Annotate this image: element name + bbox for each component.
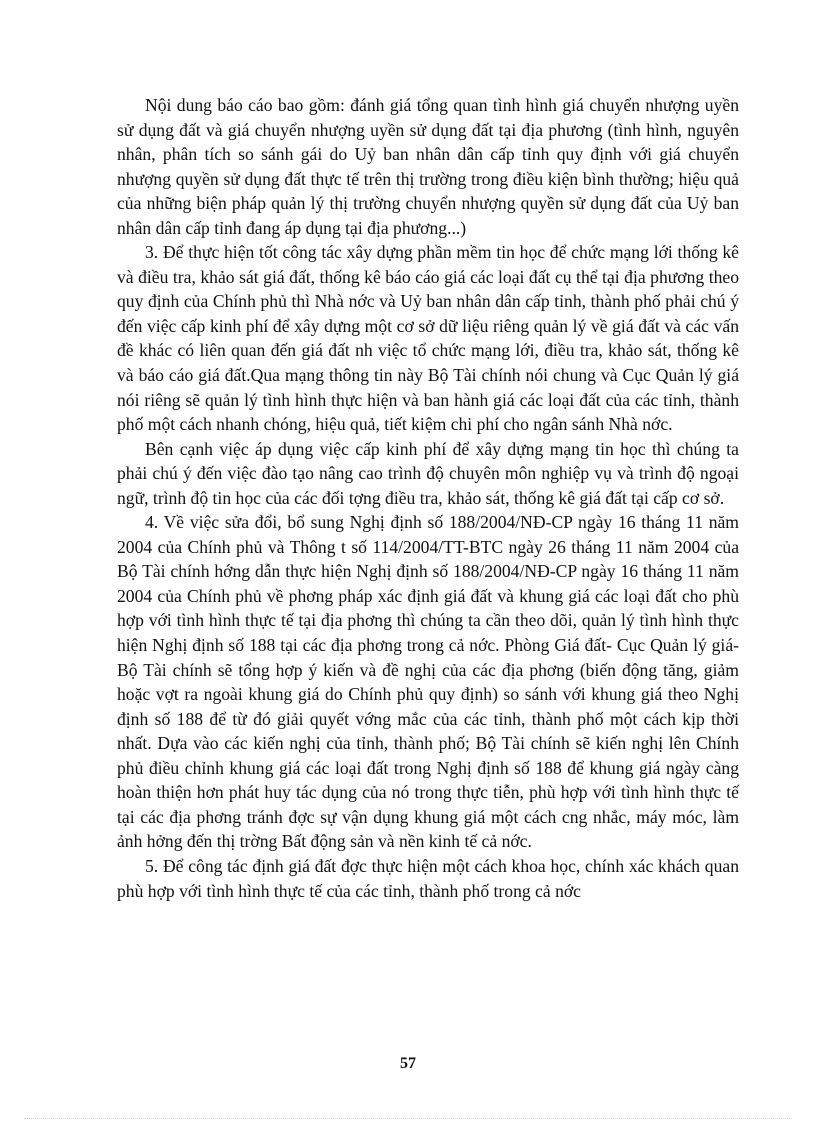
body-text (117, 93, 739, 903)
paragraph-item-4: 4. Về việc sửa đổi, bổ sung Nghị định số 188/2004/NĐ-CP ngày 16 tháng 11 năm 2004 của Chính phủ và Thông t số 114/2004/TT-BTC ngày 26 tháng 11 năm 2004 của Bộ Tài chính hớng dẫn thực hiện Nghị định số 188/2004/NĐ-CP ngày 16 tháng 11 năm 2004 của Chính phủ về phơng pháp xác định giá đất và khung giá các loại đất cho phù hợp với tình hình thực tế tại địa phơng thì chúng ta cần theo dõi, quản lý tình hình thực hiện Nghị định số 188 tại các địa phơng trong cả nớc. Phòng Giá đất- Cục Quản lý giá- Bộ Tài chính sẽ tổng hợp ý kiến và đề nghị của các địa phơng (biến động tăng, giảm hoặc vợt ra ngoài khung giá do Chính phủ quy định) so sánh với khung giá theo Nghị định số 188 để từ đó giải quyết vớng mắc của các tỉnh, thành phố một cách kịp thời nhất. Dựa vào các kiến nghị của tỉnh, thành phố; Bộ Tài chính sẽ kiến nghị lên Chính phủ điều chỉnh khung giá các loại đất trong Nghị định số 188 để khung giá ngày càng hoàn thiện hơn phát huy tác dụng của nó trong thực tiễn, phù hợp với tình hình thực tế tại các địa phơng tránh đợc sự vận dụng khung giá một cách cng nhắc, máy móc, làm ảnh hởng đến thị trờng Bất động sản và nền kinh tế cả nớc. (117, 512, 739, 852)
paragraph-training: Bên cạnh việc áp dụng việc cấp kinh phí để xây dựng mạng tin học thì chúng ta phải chú ý đến việc đào tạo nâng cao trình độ chuyên môn nghiệp vụ và trình độ ngoại ngữ, trình độ tin học của các đối tợng điều tra, khảo sát, thống kê giá đất tại cấp cơ sở. (117, 438, 739, 508)
paragraph-report-content: Nội dung báo cáo bao gồm: đánh giá tổng quan tình hình giá chuyển nhượng uyền sử dụng đất và giá chuyển nhượng uyền sử dụng đất tại địa phương (tình hình, nguyên nhân, phân tích so sánh gái do Uỷ ban nhân dân cấp tỉnh quy định với giá chuyển nhượng quyền sử dụng đất thực tế trên thị trường trong điều kiện bình thường; hiệu quả của những biện pháp quản lý thị trường chuyển nhượng quyền sử dụng đất của Uỷ ban nhân dân cấp tỉnh đang áp dụng tại địa phương...) (117, 95, 739, 238)
footer-divider (24, 1118, 792, 1119)
paragraph-item-5: 5. Để công tác định giá đất đợc thực hiện một cách khoa học, chính xác khách quan phù hợp với tình hình thực tế của các tỉnh, thành phố trong cả nớc (117, 855, 739, 901)
paragraph-item-3: 3. Để thực hiện tốt công tác xây dựng phần mềm tin học để chức mạng lới thống kê và điều tra, khảo sát giá đất, thống kê báo cáo giá các loại đất cụ thể tại địa phương theo quy định của Chính phủ thì Nhà nớc và Uỷ ban nhân dân cấp tỉnh, thành phố phải chú ý đến việc cấp kinh phí để xây dựng một cơ sở dữ liệu riêng quản lý về giá đất và các vấn đề khác có liên quan đến giá đất nh việc tổ chức mạng lới, điều tra, khảo sát, thống kê và báo cáo giá đất.Qua mạng thông tin này Bộ Tài chính nói chung và Cục Quản lý giá nói riêng sẽ quản lý tình hình thực hiện và ban hành giá các loại đất của các tỉnh, thành phố một cách nhanh chóng, hiệu quả, tiết kiệm chi phí cho ngân sánh Nhà nớc. (117, 242, 739, 435)
page-number: 57 (400, 1055, 416, 1072)
